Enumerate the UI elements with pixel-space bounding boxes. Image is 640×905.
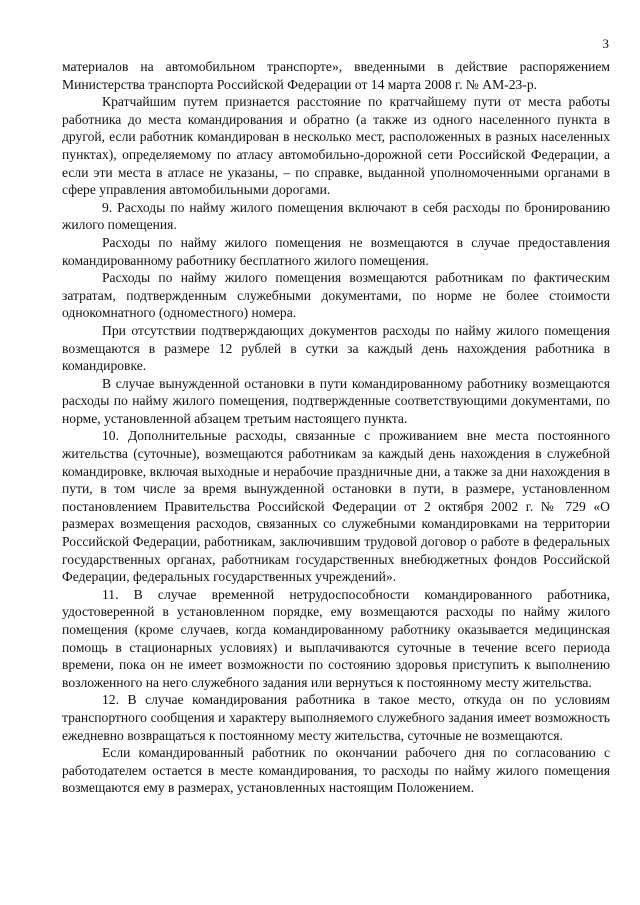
paragraph-shortest-route: Кратчайшим путем признается расстояние по кратчайшему пути от места работы работника до места командирования и обратно (а также из одного населенного пункта в другой, если работник командирован в несколько мест, расположенных в разных населенных пунктах), определяемому по атласу автомобильно-дорожной сети Российской Федерации, а если эти места в атласе не указаны, – по справке, выданной уполномоченными органами в сфере управления автомобильными дорогами. xyxy=(62,94,610,198)
paragraph-stay-after-work: Если командированный работник по окончании рабочего дня по согласованию с работодателем остается в месте командирования, то расходы по найму жилого помещения возмещаются ему в размерах, установленных настоящим Положением. xyxy=(62,745,610,796)
paragraph-item-11: 11. В случае временной нетрудоспособности командированного работника, удостоверенной в установленном порядке, ему возмещаются расходы по найму жилого помещения (кроме случаев, когда командированному работнику оказывается медицинская помощь в стационарных условиях) и выплачиваются суточные в течение всего периода времени, пока он не имеет возможности по состоянию здоровья приступить к выполнению возложенного на него служебного задания или вернуться к постоянному месту жительства. xyxy=(62,586,610,690)
paragraph-no-documents: При отсутствии подтверждающих документов расходы по найму жилого помещения возмещаются в размере 12 рублей в сутки за каждый день нахождения работника в командировке. xyxy=(62,322,610,374)
paragraph-forced-stop: В случае вынужденной остановки в пути командированному работнику возмещаются расходы по найму жилого помещения, подтвержденные соответствующими документами, по норме, установленной абзацем третьим настоящего пункта. xyxy=(62,375,610,426)
paragraph-item-9: 9. Расходы по найму жилого помещения включают в себя расходы по бронированию жилого помещения. xyxy=(62,199,610,233)
paragraph-free-housing: Расходы по найму жилого помещения не возмещаются в случае предоставления командированному работнику бесплатного жилого помещения. xyxy=(62,234,610,268)
page-number: 3 xyxy=(602,36,609,51)
paragraph-actual-costs: Расходы по найму жилого помещения возмещаются работникам по фактическим затратам, подтвержденным служебными документами, по норме не более стоимости однокомнатного (одноместного) номера. xyxy=(62,270,610,321)
paragraph-item-12: 12. В случае командирования работника в такое место, откуда он по условиям транспортного сообщения и характеру выполняемого служебного задания имеет возможность ежедневно возвращаться к постоянному месту жительства, суточные не возмещаются. xyxy=(62,692,610,743)
document-body xyxy=(62,58,610,797)
paragraph-continuation: материалов на автомобильном транспорте», введенными в действие распоряжением Министерства транспорта Российской Федерации от 14 марта 2008 г. № АМ-23-р. xyxy=(62,59,610,92)
paragraph-item-10: 10. Дополнительные расходы, связанные с проживанием вне места постоянного жительства (суточные), возмещаются работникам за каждый день нахождения в служебной командировке, включая выходные и нерабочие праздничные дни, а также за дни нахождения в пути, в том числе за время вынужденной остановки в пути, в размере, установленном постановлением Правительства Российской Федерации от 2 октября 2002 г. № 729 «О размерах возмещения расходов, связанных со служебными командировками на территории Российской Федерации, работникам, заключившим трудовой договор о работе в федеральных государственных органах, работникам государственных внебюджетных фондов Российской Федерации, федеральных государственных учреждений». xyxy=(62,428,610,585)
